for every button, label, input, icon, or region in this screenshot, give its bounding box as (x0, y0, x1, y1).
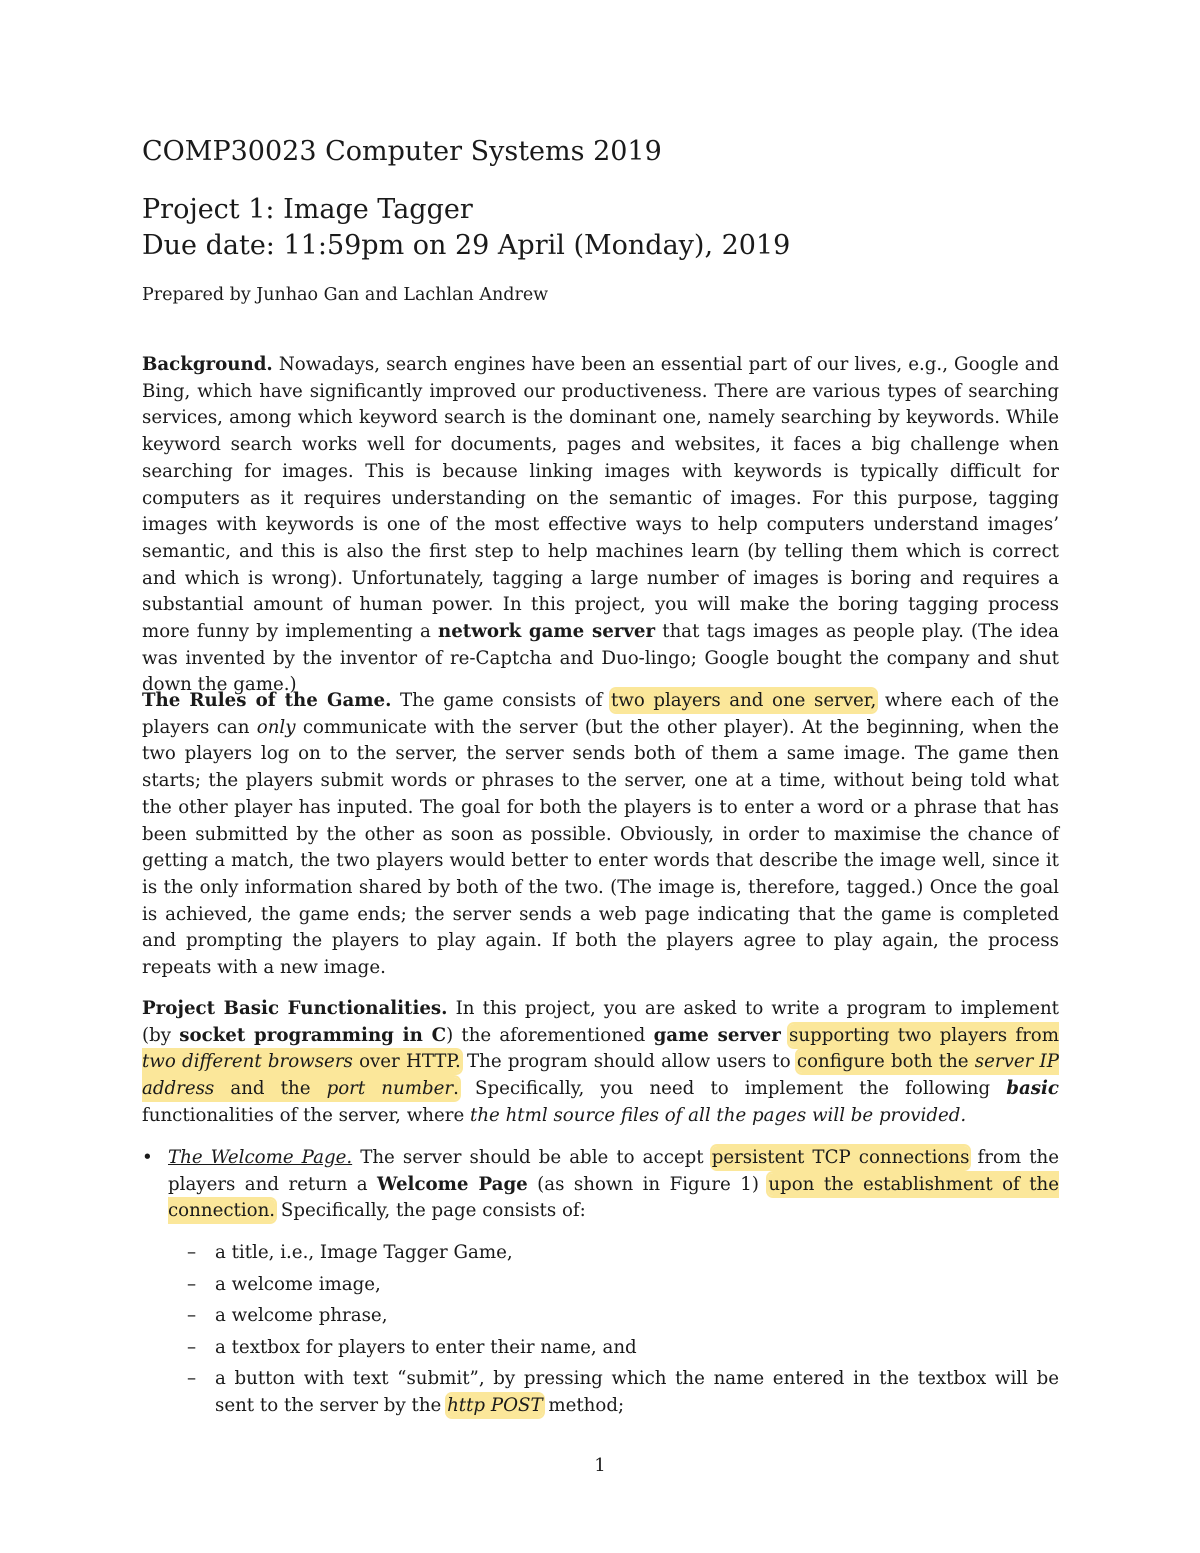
authors-line: Prepared by Junhao Gan and Lachlan Andrew (142, 285, 549, 305)
highlight-text: supporting two players from (789, 1024, 1059, 1046)
background-heading: Background. (142, 354, 273, 375)
bullet-text: The server should be able to accept (352, 1147, 712, 1168)
network-game-server-bold: network game server (438, 621, 656, 643)
rules-text: where each of the players can (142, 690, 1059, 738)
basic-heading: Project Basic Functionalities. (142, 998, 448, 1019)
highlight-text-italic: server IP address (142, 1051, 1059, 1100)
basic-text: Specifically, you need to implement the following (458, 1078, 1007, 1100)
basic-text: functionalities of the server, where (142, 1104, 471, 1126)
bullet-icon: • (142, 1147, 153, 1168)
basic-text: In this project, you are asked to write a program to implement (by (142, 998, 1059, 1046)
highlight-text-italic: two different browsers (142, 1051, 353, 1073)
list-item (187, 1335, 1059, 1362)
highlight-establishment: upon the establishment of the connection. (168, 1173, 1059, 1222)
highlight-http-post (447, 1394, 543, 1417)
basic-text: The program should allow users to (460, 1051, 797, 1073)
rules-paragraph (142, 688, 1059, 982)
welcome-page-components (187, 1240, 1059, 1424)
highlight-text: over HTTP. (352, 1051, 461, 1073)
basic-text (781, 1025, 789, 1046)
highlight-text-italic: port number (326, 1078, 454, 1100)
due-date: Due date: 11:59pm on 29 April (Monday), 2019 (142, 230, 791, 261)
list-item (187, 1240, 1059, 1267)
welcome-page-title: The Welcome Page. (168, 1147, 353, 1168)
list-item (187, 1272, 1059, 1299)
dash-icon: – (187, 1273, 197, 1295)
functionality-list (142, 1145, 1059, 1225)
basic-text: ) the aforementioned (446, 1024, 654, 1046)
rules-text: The game consists of (391, 690, 611, 711)
list-item-text: a textbox for players to enter their name, and (215, 1336, 637, 1358)
bullet-text: Specifically, the page consists of: (275, 1200, 586, 1222)
basic-functionalities-paragraph (142, 996, 1059, 1130)
dash-icon: – (187, 1336, 197, 1358)
highlight-text: and the (214, 1078, 327, 1100)
http-post-italic: http POST (447, 1394, 543, 1416)
list-item-text: a welcome image, (215, 1273, 381, 1295)
bullet-text: (as shown in Figure 1) (527, 1173, 769, 1195)
html-source-italic: the html source files of all the pages will be provided. (470, 1104, 967, 1126)
game-server-bold: game server (653, 1024, 781, 1046)
project-heading (142, 192, 790, 264)
list-item-text: a button with text “submit”, by pressing which the name entered in the textbox will be sent to the server by the (215, 1368, 1059, 1416)
bullet-text: from the players and return a (168, 1147, 1059, 1195)
list-item (187, 1303, 1059, 1330)
page-number: 1 (594, 1455, 606, 1476)
background-text-end: that tags images as people play. (The idea was invented by the inventor of re-Captcha and Duo-lingo; Google bought the company and shut down the game.) (142, 621, 1059, 696)
list-item (187, 1366, 1059, 1419)
dash-icon: – (187, 1368, 197, 1389)
rules-text: communicate with the server (but the other player). At the beginning, when the two players log on to the server, the server sends both of them a same image. The game then starts; the players submit words or phrases to the server, one at a time, without being told what the other player has inputed. The goal for both the players is to enter a word or a phrase that has been submitted by the other as soon as possible. Obviously, in order to maximise the chance of getting a match, the two players would better to enter words that describe the image well, since it is the only information shared by both of the two. (The image is, therefore, tagged.) Once the goal is achieved, the game ends; the server sends a web page indicating that the game is completed and prompting the players to play again. If both the players agree to play again, the process repeats with a new image. (142, 716, 1059, 979)
highlight-persistent-tcp: persistent TCP connections (711, 1147, 970, 1168)
list-item-text: a welcome phrase, (215, 1305, 388, 1326)
welcome-page-bold: Welcome Page (377, 1173, 528, 1195)
course-title: COMP30023 Computer Systems 2019 (142, 136, 662, 167)
list-item-text: method; (542, 1394, 625, 1416)
background-text: Nowadays, search engines have been an essential part of our lives, e.g., Google and Bing, which have significantly improved our productiveness. There are various types of searching services, among which keyword search is the dominant one, namely searching by keywords. While keyword search works well for documents, pages and websites, it faces a big challenge when searching for images. This is because linking images with keywords is typically difficult for computers as it requires understanding on the semantic of images. For this purpose, tagging images with keywords is one of the most effective ways to help computers understand images’ semantic, and this is also the first step to help machines learn (by telling them which is correct and which is wrong). Unfortunately, tagging a large number of images is boring and requires a substantial amount of human power. In this project, you will make the boring tagging process more funny by implementing a (142, 354, 1059, 643)
highlight-text: . (453, 1078, 459, 1100)
rules-heading: The Rules of the Game. (142, 690, 392, 711)
background-paragraph (142, 352, 1059, 699)
highlight-text: configure both the (796, 1051, 975, 1073)
dash-icon: – (187, 1305, 197, 1326)
socket-programming-bold: socket programming in C (179, 1024, 447, 1046)
dash-icon: – (187, 1242, 197, 1263)
list-item-text: a title, i.e., Image Tagger Game, (215, 1242, 513, 1263)
highlight-two-players: two players and one server, (610, 690, 877, 711)
list-item-welcome-page (142, 1145, 1059, 1225)
project-title: Project 1: Image Tagger (142, 194, 473, 225)
emphasis-only: only (256, 716, 296, 738)
basic-bold-italic: basic (1006, 1078, 1059, 1100)
